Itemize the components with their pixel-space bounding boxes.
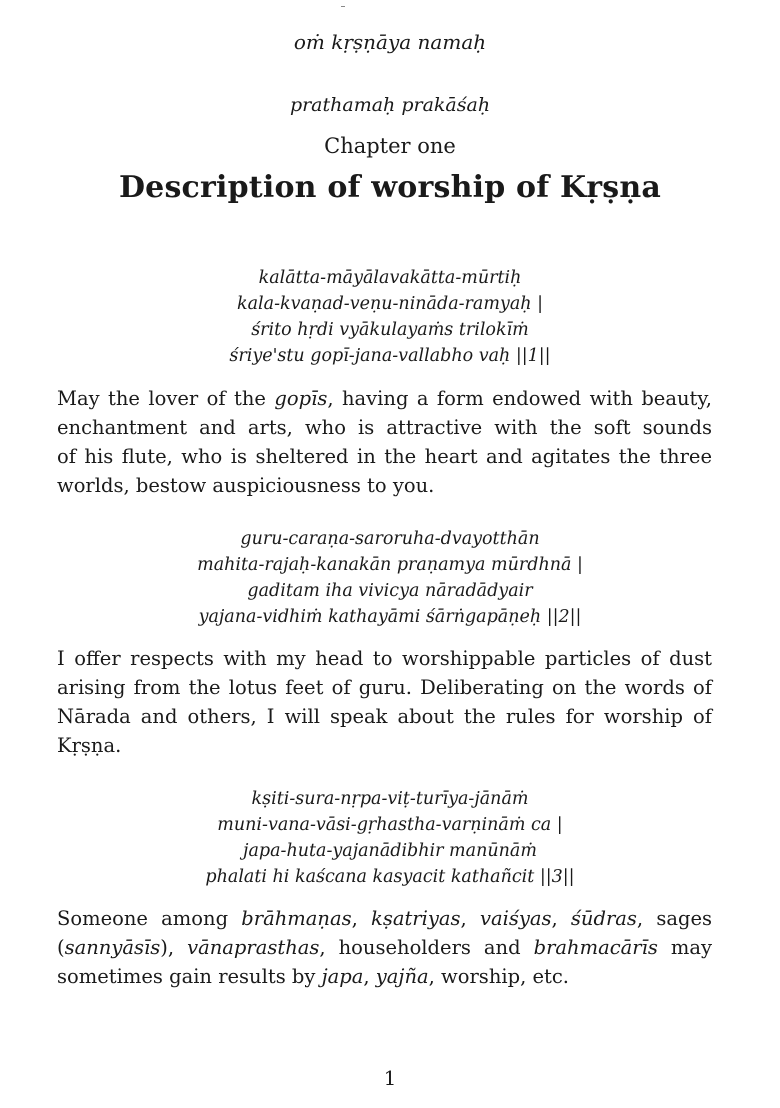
page-number: 1 [383, 1066, 397, 1090]
verse-line: kala-kvaṇad-veṇu-ninādа-ramyaḥ | [237, 294, 543, 314]
verse-line: muni-vana-vāsi-gṛhastha-varṇināṁ ca | [217, 815, 563, 835]
verse-line: kalātta-māyālavakātta-mūrtiḥ [258, 268, 522, 288]
text-segment: I offer respects with my head to worshippable particles of dust [57, 647, 712, 670]
chapter-sanskrit-heading: prathamaḥ prakāśaḥ [289, 94, 491, 116]
chapter-title: Description of worship of Kṛṣṇa [118, 170, 662, 205]
text-segment: worlds, bestow auspiciousness to you. [57, 474, 435, 497]
sanskrit-term: vaiśyas [479, 907, 552, 930]
text-segment: Nārada and others, I will speak about the rules for worship of [57, 705, 712, 728]
text-segment: May the lover of the [57, 387, 275, 410]
verse-line: śrito hṛdi vyākulayaṁs trilokīṁ [251, 320, 529, 340]
verse-line: śriye'stu gopī-jana-vallabho vaḥ ||1|| [229, 346, 551, 366]
chapter-label: Chapter one [324, 134, 456, 158]
text-segment: may [657, 936, 712, 959]
paragraph-line [57, 384, 712, 413]
sanskrit-term: vānaprasthas [187, 936, 320, 959]
paragraph-line [57, 702, 712, 731]
verse-line: phalati hi kaścana kasyacit kathañcit ||3|| [205, 867, 575, 887]
paragraph-line [57, 644, 712, 673]
verse-line: japa-huta-yajanādibhir manūnāṁ [243, 841, 537, 861]
text-segment: enchantment and arts, who is attractive with the soft sounds [57, 416, 712, 439]
invocation: oṁ kṛṣṇāya namaḥ [293, 30, 487, 54]
sanskrit-term: yajña [375, 965, 429, 988]
text-segment: Kṛṣṇa. [57, 734, 122, 757]
verse-line: mahita-rajaḥ-kanakān praṇamya mūrdhnā | [197, 555, 583, 575]
paragraph-line [57, 904, 712, 933]
text-segment: of his flute, who is sheltered in the heart and agitates the three [57, 445, 712, 468]
text-segment: , [363, 965, 376, 988]
paragraph-line [57, 933, 712, 962]
sanskrit-term: brāhmaṇas [241, 907, 352, 930]
translation-2 [57, 644, 712, 760]
verse-line: kṣiti-sura-nṛpa-viṭ-turīya-jānāṁ [251, 789, 529, 809]
verse-line: gaditam iha vivicya nāradādyair [247, 581, 533, 601]
verse-2 [0, 526, 780, 630]
text-segment: Someone among [57, 907, 242, 930]
text-segment: , [460, 907, 480, 930]
paragraph-line [57, 962, 712, 991]
sanskrit-term: śūdras [570, 907, 637, 930]
translation-1 [57, 384, 712, 500]
text-segment: , householders and [319, 936, 534, 959]
sanskrit-term: brahmacārīs [533, 936, 658, 959]
paragraph-line [57, 471, 712, 500]
verse-3 [0, 786, 780, 890]
translation-3 [57, 904, 712, 991]
text-segment: , having a form endowed with beauty, [327, 387, 712, 410]
sanskrit-term: japa [321, 965, 364, 988]
text-segment: , worship, etc. [428, 965, 569, 988]
verse-line: guru-caraṇa-saroruha-dvayotthān [240, 529, 540, 549]
text-segment: ), [160, 936, 188, 959]
paragraph-line [57, 731, 712, 760]
text-segment: ( [57, 936, 65, 959]
paragraph-line [57, 442, 712, 471]
text-segment: , [551, 907, 571, 930]
paragraph-line [57, 673, 712, 702]
sanskrit-term: sannyāsīs [64, 936, 161, 959]
text-segment: arising from the lotus feet of guru. Deliberating on the words of [57, 676, 712, 699]
verse-1 [0, 265, 780, 369]
paragraph-line [57, 413, 712, 442]
scan-mark [341, 6, 345, 7]
text-segment: , [351, 907, 372, 930]
sanskrit-term: kṣatriyas [371, 907, 461, 930]
text-segment: , sages [636, 907, 712, 930]
sanskrit-term: gopīs [274, 387, 328, 410]
text-segment: sometimes gain results by [57, 965, 322, 988]
verse-line: yajana-vidhiṁ kathayāmi śārṅgapāṇeḥ ||2|| [198, 607, 582, 627]
